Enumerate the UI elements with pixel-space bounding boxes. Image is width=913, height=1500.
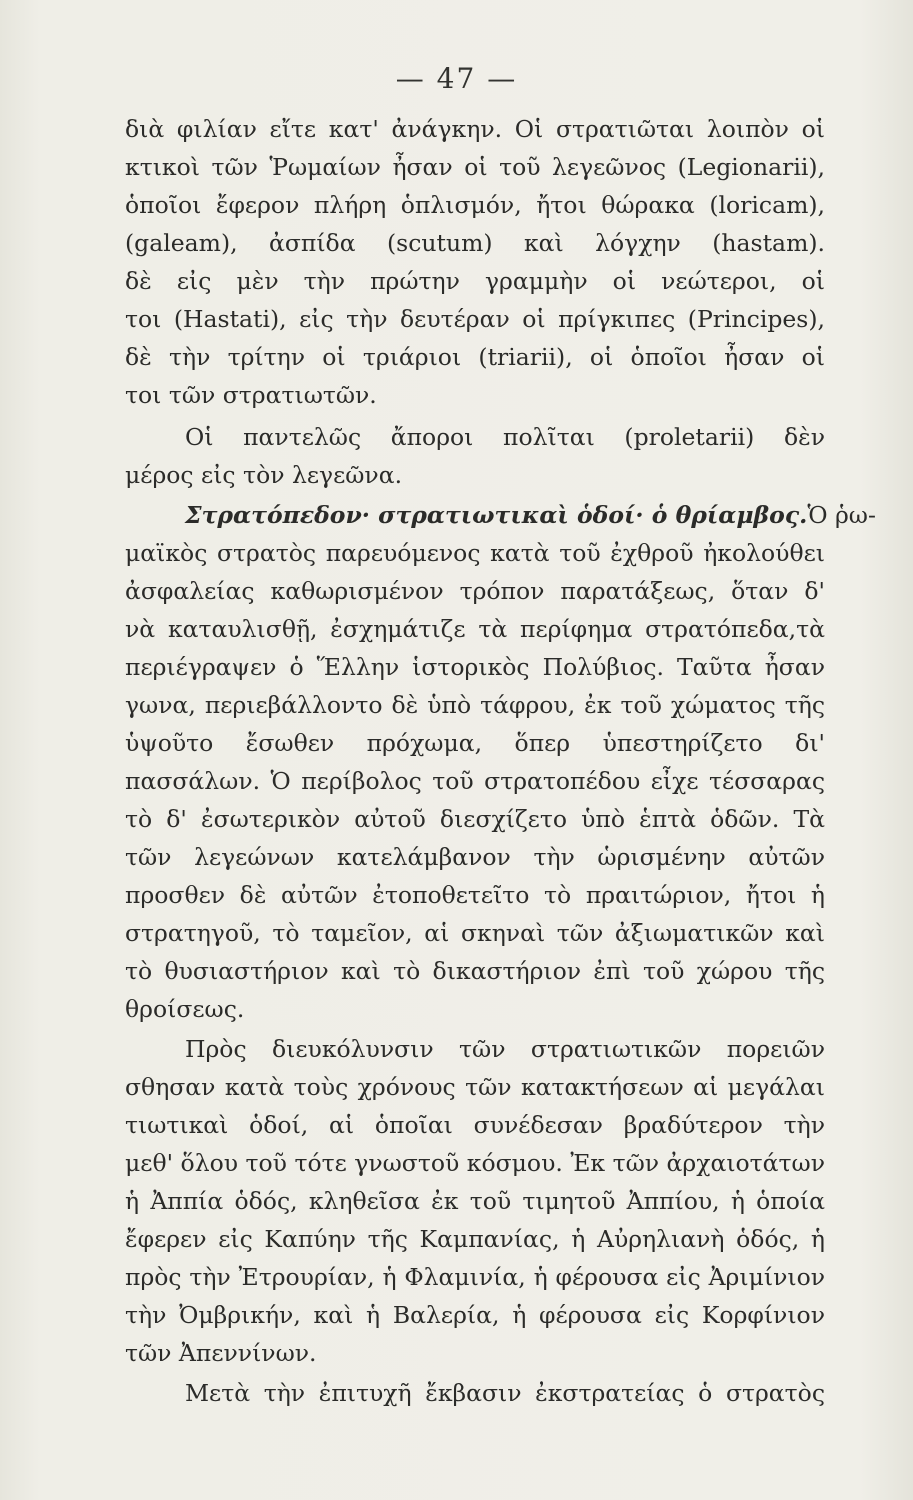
text-line: πασσάλων. Ὁ περίβολος τοῦ στρατοπέδου εἶχε τέσσαρας <box>125 767 825 795</box>
text-line: δὲ τὴν τρίτην οἱ τριάριοι (triarii), οἱ ὁποῖοι ἦσαν οἱ <box>125 343 825 371</box>
text-line: ὑψοῦτο ἔσωθεν πρόχωμα, ὅπερ ὑπεστηρίζετο δι' <box>125 729 825 757</box>
text-line: Ὁ ῥω- <box>807 501 876 529</box>
text-line: σθησαν κατὰ τοὺς χρόνους τῶν κατακτήσεων αἱ μεγάλαι <box>125 1073 825 1101</box>
text-line: μέρος εἰς τὸν λεγεῶνα. <box>125 461 403 489</box>
text-line: πρὸς τὴν Ἐτρουρίαν, ἡ Φλαμινία, ἡ φέρουσα εἰς Ἀριμίνιον <box>125 1263 825 1291</box>
text-line: στρατηγοῦ, τὸ ταμεῖον, αἱ σκηναὶ τῶν ἀξιωματικῶν καὶ <box>125 919 825 947</box>
text-line: τιωτικαὶ ὁδοί, αἱ ὁποῖαι συνέδεσαν βραδύτερον τὴν <box>125 1111 825 1139</box>
text-line: ὁποῖοι ἔφερον πλήρη ὁπλισμόν, ἤτοι θώρακα (loricam), <box>125 191 825 219</box>
text-line: ἡ Ἀππία ὁδός, κληθεῖσα ἐκ τοῦ τιμητοῦ Ἀππίου, ἡ ὁποία <box>125 1187 825 1215</box>
text-line: Μετὰ τὴν ἐπιτυχῆ ἔκβασιν ἐκστρατείας ὁ στρατὸς <box>185 1379 825 1407</box>
text-line: διὰ φιλίαν εἴτε κατ' ἀνάγκην. Οἱ στρατιῶται λοιπὸν οἱ <box>125 115 825 143</box>
text-line: μαϊκὸς στρατὸς παρευόμενος κατὰ τοῦ ἐχθροῦ ἠκολούθει <box>125 539 825 567</box>
text-line: προσθεν δὲ αὐτῶν ἐτοποθετεῖτο τὸ πραιτώριον, ἤτοι ἡ <box>125 881 825 909</box>
text-line: (galeam), ἀσπίδα (scutum) καὶ λόγχην (hastam). <box>125 229 825 257</box>
text-line: δὲ εἰς μὲν τὴν πρώτην γραμμὴν οἱ νεώτεροι, οἱ <box>125 267 825 295</box>
text-line: γωνα, περιεβάλλοντο δὲ ὑπὸ τάφρου, ἐκ τοῦ χώματος τῆς <box>125 691 825 719</box>
text-line: Πρὸς διευκόλυνσιν τῶν στρατιωτικῶν πορειῶν <box>185 1035 825 1063</box>
text-line: τῶν λεγεώνων κατελάμβανον τὴν ὡρισμένην αὐτῶν <box>125 843 825 871</box>
section-heading: Στρατόπεδον· στρατιωτικαὶ ὁδοί· ὁ θρίαμβος. <box>185 501 808 529</box>
text-line: θροίσεως. <box>125 995 245 1023</box>
text-line: νὰ καταυλισθῇ, ἐσχημάτιζε τὰ περίφημα στρατόπεδα,τὰ <box>125 615 825 643</box>
text-line: τὸ δ' ἐσωτερικὸν αὐτοῦ διεσχίζετο ὑπὸ ἑπτὰ ὁδῶν. Τὰ <box>125 805 825 833</box>
text-line: τοι τῶν στρατιωτῶν. <box>125 381 377 409</box>
text-line: τῶν Ἀπεννίνων. <box>125 1339 317 1367</box>
page-number: — 47 — <box>395 62 518 95</box>
text-line: ἀσφαλείας καθωρισμένον τρόπον παρατάξεως, ὅταν δ' <box>125 577 825 605</box>
text-line: τὸ θυσιαστήριον καὶ τὸ δικαστήριον ἐπὶ τοῦ χώρου τῆς <box>125 957 825 985</box>
text-line: τὴν Ὀμβρικήν, καὶ ἡ Βαλερία, ἡ φέρουσα εἰς Κορφίνιον <box>125 1301 825 1329</box>
text-line: περιέγραψεν ὁ Ἕλλην ἱστορικὸς Πολύβιος. Ταῦτα ἦσαν <box>125 653 825 681</box>
text-line: τοι (Hastati), εἰς τὴν δευτέραν οἱ πρίγκιπες (Principes), <box>125 305 825 333</box>
text-line: κτικοὶ τῶν Ῥωμαίων ἦσαν οἱ τοῦ λεγεῶνος (Legionarii), <box>125 153 825 181</box>
text-line: Οἱ παντελῶς ἄποροι πολῖται (proletarii) δὲν <box>185 423 825 451</box>
text-line: ἔφερεν εἰς Καπύην τῆς Καμπανίας, ἡ Αὐρηλιανὴ ὁδός, ἡ <box>125 1225 825 1253</box>
text-line: μεθ' ὅλου τοῦ τότε γνωστοῦ κόσμου. Ἐκ τῶν ἀρχαιοτάτων <box>125 1149 825 1177</box>
section-heading-line <box>185 500 876 530</box>
